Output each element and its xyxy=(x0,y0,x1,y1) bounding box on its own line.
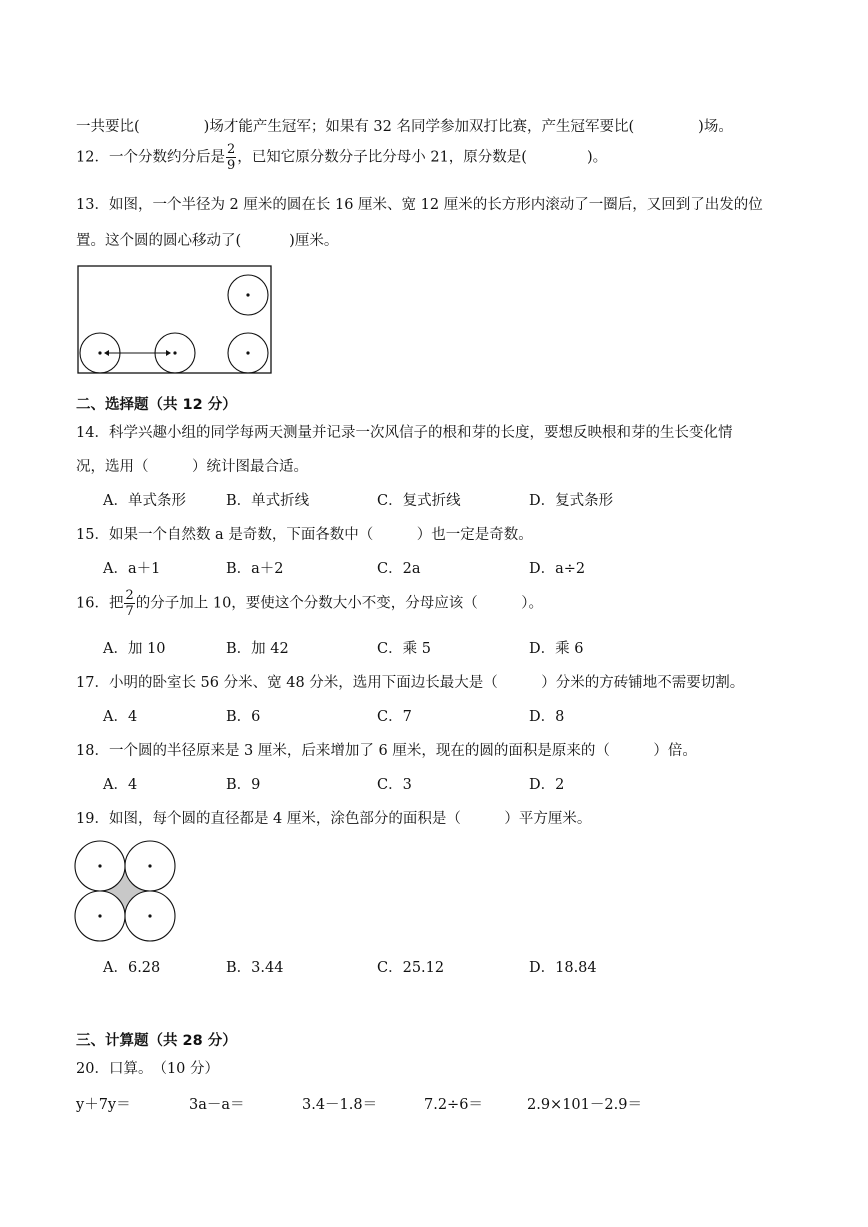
q16-line xyxy=(76,589,543,618)
q16-fraction xyxy=(124,589,134,618)
q13-center-dot xyxy=(246,293,249,296)
q13-center-dot xyxy=(246,351,249,354)
q19-text: 19．如图，每个圆的直径都是 4 厘米，涂色部分的面积是（ ）平方厘米。 xyxy=(76,811,592,827)
q20-item-1[interactable]: y＋7y＝ xyxy=(76,1097,131,1113)
q12-fraction xyxy=(226,143,236,172)
q14-line-2: 况，选用（ ）统计图最合适。 xyxy=(76,459,308,475)
q13-center-dot xyxy=(98,351,101,354)
q13-rectangle xyxy=(78,266,271,373)
q14-option-d[interactable]: D．复式条形 xyxy=(529,493,614,509)
q20-item-2[interactable]: 3a－a＝ xyxy=(189,1097,245,1113)
q20-item-4[interactable]: 7.2÷6＝ xyxy=(424,1097,483,1113)
q14-option-a[interactable]: A．单式条形 xyxy=(103,493,186,509)
q16-frac-den: 7 xyxy=(125,604,134,619)
q14-line-1: 14．科学兴趣小组的同学每两天测量并记录一次风信子的根和芽的长度，要想反映根和芽的生长变化情 xyxy=(76,425,733,441)
section-2-title: 二、选择题（共 12 分） xyxy=(76,397,237,413)
q16-option-a[interactable]: A．加 10 xyxy=(103,641,166,657)
q19-center-dot xyxy=(98,864,101,867)
q18-text: 18．一个圆的半径原来是 3 厘米，后来增加了 6 厘米，现在的圆的面积是原来的（ ）倍。 xyxy=(76,743,697,759)
q15-option-d[interactable]: D．a÷2 xyxy=(529,561,586,577)
q18-option-c[interactable]: C．3 xyxy=(377,777,412,793)
q17-option-d[interactable]: D．8 xyxy=(529,709,565,725)
q12-suffix: ，已知它原分数分子比分母小 21，原分数是( xyxy=(237,149,527,166)
q13-line-2 xyxy=(76,229,338,250)
q19-center-dot xyxy=(148,914,151,917)
q15-option-c[interactable]: C．2a xyxy=(377,561,421,577)
q17-option-b[interactable]: B．6 xyxy=(226,709,261,725)
q17-option-a[interactable]: A．4 xyxy=(103,709,138,725)
q16-option-c[interactable]: C．乘 5 xyxy=(377,641,431,657)
q13-center-dot xyxy=(173,351,176,354)
q11-text-a: 一共要比( xyxy=(76,119,140,135)
q16-frac-num: 2 xyxy=(125,588,134,603)
q15-option-b[interactable]: B．a＋2 xyxy=(226,561,284,577)
q11-line xyxy=(76,115,733,136)
q19-four-circles-figure xyxy=(72,838,178,944)
q11-text-b: )场才能产生冠军；如果有 32 名同学参加双打比赛，产生冠军要比( xyxy=(203,119,635,135)
q20-item-3[interactable]: 3.4－1.8＝ xyxy=(302,1097,378,1113)
q16-option-d[interactable]: D．乘 6 xyxy=(529,641,584,657)
q16-suffix: 的分子加上 10，要使这个分数大小不变，分母应该（ ）。 xyxy=(135,595,544,612)
q13-rectangle-figure xyxy=(76,264,274,376)
q16-option-b[interactable]: B．加 42 xyxy=(226,641,289,657)
q14-option-c[interactable]: C．复式折线 xyxy=(377,493,461,509)
q19-option-c[interactable]: C．25.12 xyxy=(377,960,445,976)
q17-text: 17．小明的卧室长 56 分米、宽 48 分米，选用下面边长最大是（ ）分米的方砖铺地不需要切割。 xyxy=(76,675,745,691)
q16-prefix: 16．把 xyxy=(76,595,124,612)
q19-center-dot xyxy=(148,864,151,867)
q20-text: 20．口算。 （10 分） xyxy=(76,1061,220,1077)
q19-option-a[interactable]: A．6.28 xyxy=(103,960,161,976)
q20-item-5[interactable]: 2.9×101－2.9＝ xyxy=(527,1097,642,1113)
q12-frac-num: 2 xyxy=(226,142,236,157)
q18-option-a[interactable]: A．4 xyxy=(103,777,138,793)
q13-line-1: 13．如图，一个半径为 2 厘米的圆在长 16 厘米、宽 12 厘米的长方形内滚动了一圈后，又回到了出发的位 xyxy=(76,197,763,213)
q18-option-d[interactable]: D．2 xyxy=(529,777,565,793)
q12-end: )。 xyxy=(586,149,608,166)
q13-line-2b: )厘米。 xyxy=(289,233,339,249)
q13-arrow-head-left xyxy=(104,350,109,356)
q13-arrow-head-right xyxy=(166,350,171,356)
q15-option-a[interactable]: A．a＋1 xyxy=(103,561,161,577)
q15-text: 15．如果一个自然数 a 是奇数，下面各数中（ ）也一定是奇数。 xyxy=(76,527,533,543)
q19-center-dot xyxy=(98,914,101,917)
q12-line xyxy=(76,143,607,172)
q13-line-2a: 置。这个圆的圆心移动了( xyxy=(76,233,242,249)
q18-option-b[interactable]: B．9 xyxy=(226,777,261,793)
q14-option-b[interactable]: B．单式折线 xyxy=(226,493,310,509)
q17-option-c[interactable]: C．7 xyxy=(377,709,412,725)
q19-option-d[interactable]: D．18.84 xyxy=(529,960,597,976)
q19-option-b[interactable]: B．3.44 xyxy=(226,960,284,976)
q11-text-c: )场。 xyxy=(698,119,733,135)
section-3-title: 三、计算题（共 28 分） xyxy=(76,1033,237,1049)
q12-frac-den: 9 xyxy=(226,158,236,173)
q19-shaded-region xyxy=(100,866,150,916)
q12-prefix: 12．一个分数约分后是 xyxy=(76,149,225,166)
